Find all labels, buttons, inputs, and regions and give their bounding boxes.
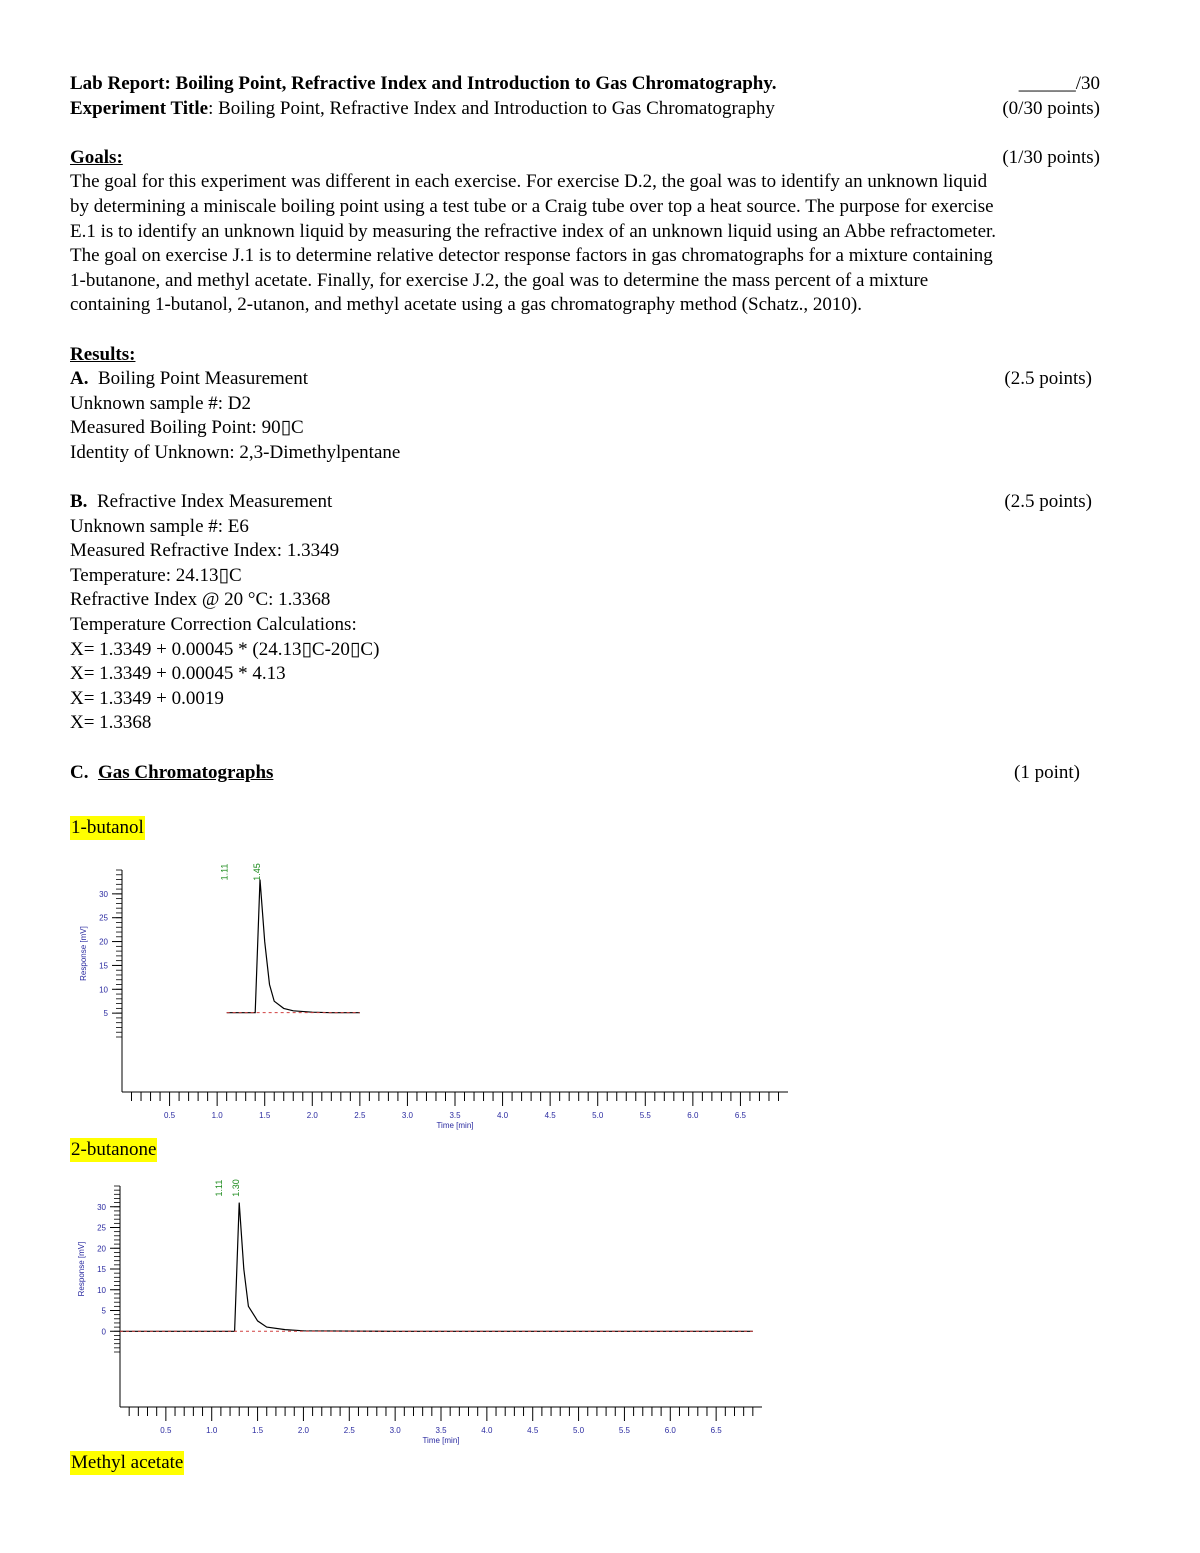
x-tick-label: 5.5 <box>618 1426 630 1435</box>
experiment-label: Experiment Title <box>70 97 209 119</box>
section-c-letter: C. <box>70 761 89 783</box>
x-axis-label: Time [min] <box>436 1121 474 1130</box>
x-tick-label: 6.5 <box>734 1111 746 1120</box>
x-tick-label: 6.0 <box>664 1426 676 1435</box>
section-b-line: Temperature Correction Calculations: <box>70 614 357 636</box>
section-c-title: Gas Chromatographs <box>97 761 274 783</box>
x-tick-label: 1.5 <box>252 1426 264 1435</box>
goals-paragraph <box>70 170 1130 318</box>
report-title <box>70 72 1130 97</box>
chart1-label: 1-butanol <box>71 817 144 838</box>
y-tick-label: 0 <box>101 1327 106 1337</box>
section-a-line: Identity of Unknown: 2,3-Dimethylpentane <box>70 441 401 463</box>
peak-label: 1.30 <box>231 1179 242 1197</box>
section-b-line: X= 1.3349 + 0.00045 * 4.13 <box>70 663 286 685</box>
y-tick-label: 25 <box>97 1223 106 1233</box>
x-tick-label: 6.5 <box>710 1426 722 1435</box>
x-tick-label: 0.5 <box>164 1111 176 1120</box>
x-tick-label: 1.0 <box>211 1111 223 1120</box>
x-tick-label: 3.5 <box>435 1426 447 1435</box>
x-tick-label: 4.0 <box>481 1426 493 1435</box>
section-b-line: Temperature: 24.13▯C <box>70 564 242 586</box>
goals-line: The goal on exercise J.1 is to determine relative detector response factors in gas chromatographs for a mixture containing <box>70 245 993 267</box>
goals-heading-row <box>70 146 1130 171</box>
x-tick-label: 3.0 <box>401 1111 413 1120</box>
y-tick-label: 5 <box>101 1306 106 1316</box>
chart1-label-wrap <box>70 816 145 840</box>
section-a-letter: A. <box>70 368 89 390</box>
y-tick-label: 15 <box>99 961 108 971</box>
y-tick-label: 10 <box>97 1285 106 1295</box>
peak-label: 1.11 <box>219 863 230 881</box>
x-tick-label: 5.0 <box>573 1426 585 1435</box>
section-b-line: Refractive Index @ 20 °C: 1.3368 <box>70 589 331 611</box>
section-b-line: Measured Refractive Index: 1.3349 <box>70 540 340 562</box>
chromatogram-1-butanol <box>70 840 800 1135</box>
goals-line: by determining a miniscale boiling point using a test tube or a Craig tube over top a heat source. The purpose for exercise <box>70 195 994 217</box>
x-tick-label: 6.0 <box>687 1111 699 1120</box>
chart3-label-wrap <box>70 1451 184 1475</box>
experiment-points: (0/30 points) <box>1002 97 1100 119</box>
y-tick-label: 10 <box>99 985 108 995</box>
peak-label: 1.11 <box>213 1179 224 1197</box>
y-tick-label: 20 <box>99 937 108 947</box>
section-c-heading <box>70 761 1130 786</box>
section-c-points: (1 point) <box>1014 761 1080 783</box>
x-tick-label: 2.5 <box>354 1111 366 1120</box>
x-tick-label: 4.5 <box>544 1111 556 1120</box>
chart2-label-wrap <box>70 1138 157 1162</box>
section-b-points: (2.5 points) <box>1004 491 1092 513</box>
x-tick-label: 2.0 <box>297 1426 309 1435</box>
y-axis-label: Response [mV] <box>77 1241 86 1297</box>
goals-line: 1-butanone, and methyl acetate. Finally, for exercise J.2, the goal was to determine the mass percent of a mixture <box>70 269 929 291</box>
peak-label: 1.45 <box>251 863 262 881</box>
x-tick-label: 1.5 <box>259 1111 271 1120</box>
x-tick-label: 4.0 <box>497 1111 509 1120</box>
section-b-line: Unknown sample #: E6 <box>70 515 249 537</box>
x-tick-label: 3.5 <box>449 1111 461 1120</box>
section-a-line: Unknown sample #: D2 <box>70 392 252 414</box>
y-axis-label: Response [mV] <box>79 926 88 981</box>
experiment-title-text: : Boiling Point, Refractive Index and Introduction to Gas Chromatography <box>208 97 775 119</box>
chromatogram-trace <box>120 1203 753 1332</box>
x-axis-label: Time [min] <box>422 1436 460 1445</box>
y-tick-label: 25 <box>99 913 108 923</box>
section-b-heading <box>70 490 1130 515</box>
section-a-points: (2.5 points) <box>1004 368 1092 390</box>
section-b-letter: B. <box>70 491 88 513</box>
y-tick-label: 20 <box>97 1244 106 1254</box>
chromatogram-2-butanone <box>70 1162 770 1447</box>
x-tick-label: 1.0 <box>206 1426 218 1435</box>
score-blank: ______/30 <box>1018 73 1100 94</box>
x-tick-label: 5.0 <box>592 1111 604 1120</box>
goals-line: The goal for this experiment was different in each exercise. For exercise D.2, the goal was to identify an unknown liquid <box>70 171 988 193</box>
x-tick-label: 3.0 <box>389 1426 401 1435</box>
y-tick-label: 30 <box>99 889 108 899</box>
x-tick-label: 5.5 <box>639 1111 651 1120</box>
x-tick-label: 4.5 <box>527 1426 539 1435</box>
y-tick-label: 15 <box>97 1265 106 1274</box>
chart3-label: Methyl acetate <box>71 1452 184 1473</box>
goals-points: (1/30 points) <box>1002 146 1100 168</box>
goals-line: E.1 is to identify an unknown liquid by measuring the refractive index of an unknown liquid using an Abbe refractometer. <box>70 220 997 242</box>
section-b-line: X= 1.3368 <box>70 712 152 734</box>
x-tick-label: 0.5 <box>160 1426 172 1435</box>
x-tick-label: 2.5 <box>343 1426 355 1435</box>
section-a-title: Boiling Point Measurement <box>97 368 309 390</box>
section-a-heading <box>70 367 1130 392</box>
goals-line: containing 1-butanol, 2-utanon, and methyl acetate using a gas chromatography method (Schatz., 2010). <box>70 294 862 316</box>
x-tick-label: 2.0 <box>306 1111 318 1120</box>
section-a-line: Measured Boiling Point: 90▯C <box>70 417 304 439</box>
experiment-title <box>70 97 1130 122</box>
y-tick-label: 30 <box>97 1202 106 1212</box>
chromatogram-trace <box>227 880 360 1013</box>
results-heading: Results: <box>70 343 136 365</box>
chart2-label: 2-butanone <box>71 1139 157 1160</box>
y-tick-label: 5 <box>103 1009 108 1019</box>
section-b-line: X= 1.3349 + 0.00045 * (24.13▯C-20▯C) <box>70 638 380 660</box>
document-page <box>70 72 1130 785</box>
section-b-line: X= 1.3349 + 0.0019 <box>70 687 224 709</box>
goals-heading: Goals: <box>70 146 123 168</box>
report-title-text: Lab Report: Boiling Point, Refractive Index and Introduction to Gas Chromatography. <box>70 73 777 94</box>
section-b-title: Refractive Index Measurement <box>96 491 333 513</box>
